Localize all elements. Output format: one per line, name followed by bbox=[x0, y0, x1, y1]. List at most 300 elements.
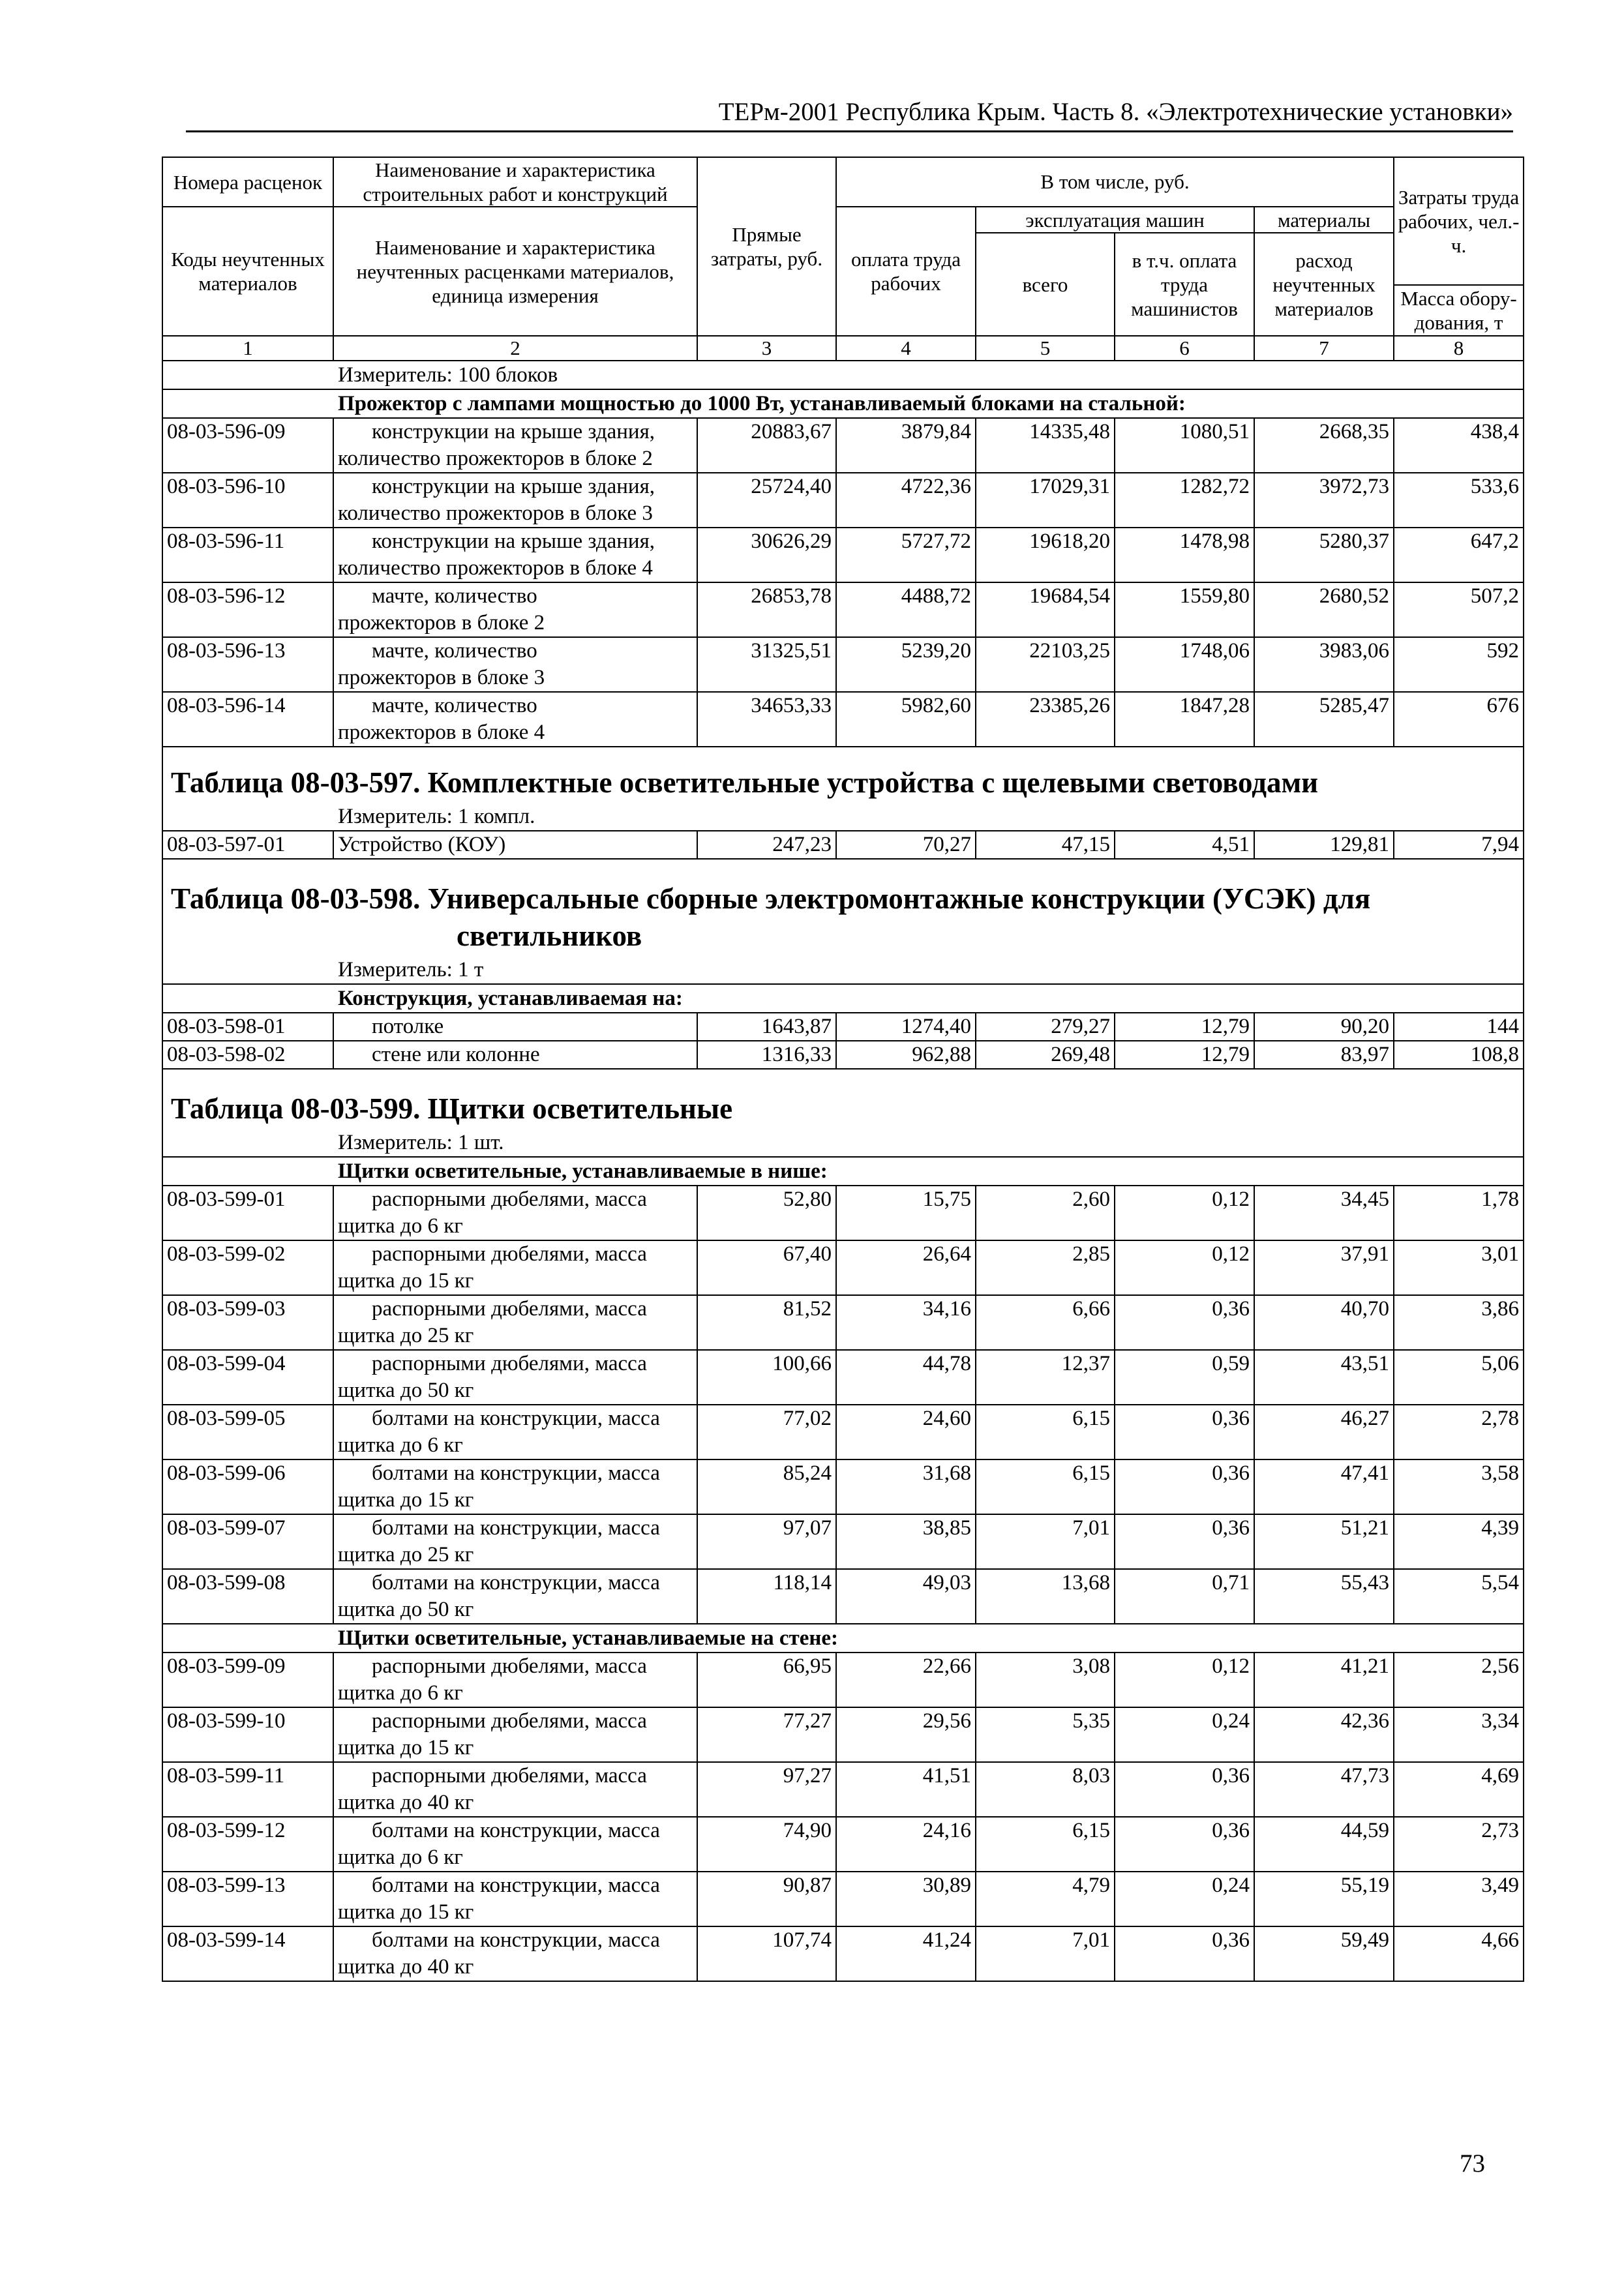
value-c7: 129,81 bbox=[1254, 831, 1394, 859]
rate-name-line2: щитка до 15 кг bbox=[338, 1488, 474, 1512]
value-c3: 81,52 bbox=[697, 1295, 836, 1350]
value-c6: 0,36 bbox=[1115, 1926, 1254, 1981]
group-row bbox=[162, 984, 1524, 1013]
value-c8: 507,2 bbox=[1394, 582, 1524, 637]
value-c4: 1274,40 bbox=[836, 1013, 976, 1041]
value-c3: 90,87 bbox=[697, 1872, 836, 1926]
rate-name bbox=[333, 418, 697, 473]
rate-code: 08-03-599-08 bbox=[162, 1569, 333, 1624]
value-c6: 4,51 bbox=[1115, 831, 1254, 859]
value-c6: 0,36 bbox=[1115, 1762, 1254, 1817]
value-c7: 43,51 bbox=[1254, 1350, 1394, 1405]
rate-name-line2: щитка до 15 кг bbox=[338, 1269, 474, 1293]
value-c6: 0,12 bbox=[1115, 1653, 1254, 1707]
value-c4: 24,16 bbox=[836, 1817, 976, 1872]
value-c5: 2,60 bbox=[976, 1186, 1115, 1240]
value-c3: 20883,67 bbox=[697, 418, 836, 473]
value-c3: 107,74 bbox=[697, 1926, 836, 1981]
value-c6: 0,36 bbox=[1115, 1514, 1254, 1569]
value-c3: 97,07 bbox=[697, 1514, 836, 1569]
rates-table bbox=[162, 157, 1524, 1982]
value-c4: 5982,60 bbox=[836, 692, 976, 747]
group-label: Щитки осветительные, устанавливаемые в нише: bbox=[162, 1157, 1524, 1186]
value-c3: 118,14 bbox=[697, 1569, 836, 1624]
rate-code: 08-03-599-09 bbox=[162, 1653, 333, 1707]
rate-code: 08-03-599-10 bbox=[162, 1707, 333, 1762]
value-c3: 1316,33 bbox=[697, 1041, 836, 1069]
value-c4: 44,78 bbox=[836, 1350, 976, 1405]
materials-header: материалы bbox=[1254, 207, 1394, 233]
table-row bbox=[162, 1817, 1524, 1872]
rate-name bbox=[333, 1926, 697, 1981]
rate-name bbox=[333, 1872, 697, 1926]
value-c5: 14335,48 bbox=[976, 418, 1115, 473]
rate-name-line2: количество прожекторов в блоке 3 bbox=[338, 501, 653, 525]
col-number: 7 bbox=[1254, 336, 1394, 361]
rate-code: 08-03-596-14 bbox=[162, 692, 333, 747]
value-c6: 1748,06 bbox=[1115, 637, 1254, 692]
running-header-title: ТЕРм-2001 Республика Крым. Часть 8. «Электротехнические установки» bbox=[718, 98, 1513, 126]
value-c8: 676 bbox=[1394, 692, 1524, 747]
rate-name bbox=[333, 1459, 697, 1514]
rate-name-line2: прожекторов в блоке 3 bbox=[338, 666, 545, 689]
measure-row bbox=[162, 956, 1524, 984]
value-c5: 47,15 bbox=[976, 831, 1115, 859]
table-heading bbox=[162, 747, 1524, 803]
running-header bbox=[186, 99, 1513, 132]
value-c6: 0,36 bbox=[1115, 1459, 1254, 1514]
rate-code: 08-03-596-11 bbox=[162, 528, 333, 582]
value-c3: 97,27 bbox=[697, 1762, 836, 1817]
value-c4: 4488,72 bbox=[836, 582, 976, 637]
col-number: 4 bbox=[836, 336, 976, 361]
spacer-row bbox=[162, 1069, 1524, 1073]
value-c6: 12,79 bbox=[1115, 1013, 1254, 1041]
value-c5: 7,01 bbox=[976, 1514, 1115, 1569]
value-c5: 7,01 bbox=[976, 1926, 1115, 1981]
value-c8: 108,8 bbox=[1394, 1041, 1524, 1069]
value-c4: 38,85 bbox=[836, 1514, 976, 1569]
col7-header: расход неучтенных материалов bbox=[1254, 233, 1394, 336]
value-c7: 44,59 bbox=[1254, 1817, 1394, 1872]
rate-name-line1: мачте, количество bbox=[372, 584, 537, 608]
table-row bbox=[162, 473, 1524, 528]
rate-code: 08-03-599-02 bbox=[162, 1240, 333, 1295]
value-c4: 962,88 bbox=[836, 1041, 976, 1069]
value-c7: 90,20 bbox=[1254, 1013, 1394, 1041]
col-number: 8 bbox=[1394, 336, 1524, 361]
rate-code: 08-03-598-02 bbox=[162, 1041, 333, 1069]
value-c5: 19618,20 bbox=[976, 528, 1115, 582]
table-row bbox=[162, 1926, 1524, 1981]
value-c4: 34,16 bbox=[836, 1295, 976, 1350]
table-row bbox=[162, 582, 1524, 637]
rate-name bbox=[333, 582, 697, 637]
value-c4: 31,68 bbox=[836, 1459, 976, 1514]
value-c3: 247,23 bbox=[697, 831, 836, 859]
rate-name bbox=[333, 1514, 697, 1569]
value-c7: 41,21 bbox=[1254, 1653, 1394, 1707]
table-row bbox=[162, 1186, 1524, 1240]
value-c5: 6,15 bbox=[976, 1459, 1115, 1514]
value-c4: 22,66 bbox=[836, 1653, 976, 1707]
value-c6: 1282,72 bbox=[1115, 473, 1254, 528]
value-c7: 37,91 bbox=[1254, 1240, 1394, 1295]
col8-top-header: Затраты труда рабочих, чел.-ч. bbox=[1394, 157, 1524, 285]
table-row bbox=[162, 1350, 1524, 1405]
value-c8: 3,86 bbox=[1394, 1295, 1524, 1350]
rate-code: 08-03-599-06 bbox=[162, 1459, 333, 1514]
value-c7: 3972,73 bbox=[1254, 473, 1394, 528]
value-c7: 5285,47 bbox=[1254, 692, 1394, 747]
value-c6: 1080,51 bbox=[1115, 418, 1254, 473]
rate-name-line1: болтами на конструкции, масса bbox=[372, 1461, 660, 1485]
rate-name bbox=[333, 473, 697, 528]
rate-name-line1: распорными дюбелями, масса bbox=[372, 1188, 647, 1211]
value-c8: 647,2 bbox=[1394, 528, 1524, 582]
rate-name bbox=[333, 831, 697, 859]
page-number: 73 bbox=[1460, 2149, 1485, 2177]
col-number: 1 bbox=[162, 336, 333, 361]
table-heading-row bbox=[162, 863, 1524, 956]
col2-bottom-header: Наименование и характеристика неучтенных расценками материалов, единица измерения bbox=[333, 207, 697, 336]
value-c3: 85,24 bbox=[697, 1459, 836, 1514]
rate-name-line2: щитка до 25 кг bbox=[338, 1324, 474, 1347]
value-c3: 77,27 bbox=[697, 1707, 836, 1762]
value-c5: 17029,31 bbox=[976, 473, 1115, 528]
table-heading-row bbox=[162, 1073, 1524, 1129]
value-c8: 533,6 bbox=[1394, 473, 1524, 528]
rate-name-line1: распорными дюбелями, масса bbox=[372, 1764, 647, 1788]
measure-label: Измеритель: 100 блоков bbox=[162, 361, 1524, 389]
value-c3: 25724,40 bbox=[697, 473, 836, 528]
col1-bottom-header: Коды неучтенных материалов bbox=[162, 207, 333, 336]
value-c5: 23385,26 bbox=[976, 692, 1115, 747]
value-c8: 592 bbox=[1394, 637, 1524, 692]
rate-code: 08-03-599-13 bbox=[162, 1872, 333, 1926]
rate-name-line2: щитка до 6 кг bbox=[338, 1846, 463, 1869]
col3-header: Прямые затраты, руб. bbox=[697, 157, 836, 336]
rate-name-line1: мачте, количество bbox=[372, 694, 537, 717]
value-c4: 5239,20 bbox=[836, 637, 976, 692]
value-c3: 34653,33 bbox=[697, 692, 836, 747]
rate-name-line1: конструкции на крыше здания, bbox=[372, 420, 655, 443]
value-c5: 13,68 bbox=[976, 1569, 1115, 1624]
value-c5: 2,85 bbox=[976, 1240, 1115, 1295]
value-c6: 12,79 bbox=[1115, 1041, 1254, 1069]
rate-code: 08-03-596-13 bbox=[162, 637, 333, 692]
rate-name-line1: распорными дюбелями, масса bbox=[372, 1709, 647, 1733]
rate-name-line2: щитка до 50 кг bbox=[338, 1598, 474, 1621]
rate-name bbox=[333, 1653, 697, 1707]
group-row bbox=[162, 389, 1524, 418]
value-c8: 3,49 bbox=[1394, 1872, 1524, 1926]
value-c4: 4722,36 bbox=[836, 473, 976, 528]
rate-name-line1: болтами на конструкции, масса bbox=[372, 1407, 660, 1430]
rate-name bbox=[333, 1569, 697, 1624]
group-label: Щитки осветительные, устанавливаемые на стене: bbox=[162, 1624, 1524, 1653]
rate-name bbox=[333, 692, 697, 747]
value-c7: 5280,37 bbox=[1254, 528, 1394, 582]
rate-name-line1: болтами на конструкции, масса bbox=[372, 1874, 660, 1897]
rate-code: 08-03-599-03 bbox=[162, 1295, 333, 1350]
rate-name-line2: количество прожекторов в блоке 4 bbox=[338, 556, 653, 580]
value-c5: 19684,54 bbox=[976, 582, 1115, 637]
incl-header: В том числе, руб. bbox=[836, 157, 1394, 207]
measure-row bbox=[162, 1129, 1524, 1157]
value-c4: 29,56 bbox=[836, 1707, 976, 1762]
rate-name bbox=[333, 1013, 697, 1041]
value-c5: 6,66 bbox=[976, 1295, 1115, 1350]
value-c6: 1559,80 bbox=[1115, 582, 1254, 637]
rate-name-line1: распорными дюбелями, масса bbox=[372, 1297, 647, 1321]
table-heading-text: светильников bbox=[457, 920, 642, 952]
value-c6: 0,71 bbox=[1115, 1569, 1254, 1624]
value-c6: 0,36 bbox=[1115, 1405, 1254, 1459]
value-c7: 34,45 bbox=[1254, 1186, 1394, 1240]
rate-name-line2: щитка до 6 кг bbox=[338, 1433, 463, 1457]
rate-code: 08-03-599-05 bbox=[162, 1405, 333, 1459]
value-c8: 7,94 bbox=[1394, 831, 1524, 859]
rate-code: 08-03-599-04 bbox=[162, 1350, 333, 1405]
rate-code: 08-03-597-01 bbox=[162, 831, 333, 859]
value-c7: 47,41 bbox=[1254, 1459, 1394, 1514]
value-c4: 15,75 bbox=[836, 1186, 976, 1240]
table-row bbox=[162, 1459, 1524, 1514]
spacer-row bbox=[162, 859, 1524, 863]
rate-name-line1: болтами на конструкции, масса bbox=[372, 1571, 660, 1594]
col2-top-header: Наименование и характеристика строительных работ и конструкций bbox=[333, 157, 697, 207]
rate-name-line2: количество прожекторов в блоке 2 bbox=[338, 447, 653, 470]
value-c7: 3983,06 bbox=[1254, 637, 1394, 692]
value-c8: 2,56 bbox=[1394, 1653, 1524, 1707]
value-c6: 0,36 bbox=[1115, 1817, 1254, 1872]
value-c5: 12,37 bbox=[976, 1350, 1115, 1405]
table-row bbox=[162, 1013, 1524, 1041]
group-label: Прожектор с лампами мощностью до 1000 Вт, устанавливаемый блоками на стальной: bbox=[162, 389, 1524, 418]
rate-name-line2: прожекторов в блоке 4 bbox=[338, 721, 545, 744]
table-row bbox=[162, 528, 1524, 582]
value-c8: 4,66 bbox=[1394, 1926, 1524, 1981]
rate-name-line2: прожекторов в блоке 2 bbox=[338, 611, 545, 635]
value-c8: 5,06 bbox=[1394, 1350, 1524, 1405]
value-c7: 40,70 bbox=[1254, 1295, 1394, 1350]
table-row bbox=[162, 418, 1524, 473]
value-c8: 5,54 bbox=[1394, 1569, 1524, 1624]
table-row bbox=[162, 1240, 1524, 1295]
spacer bbox=[162, 859, 1524, 863]
rate-name-line1: распорными дюбелями, масса bbox=[372, 1352, 647, 1375]
value-c7: 55,19 bbox=[1254, 1872, 1394, 1926]
col-number: 2 bbox=[333, 336, 697, 361]
rate-name-line1: стене или колонне bbox=[372, 1043, 540, 1066]
col5-header: всего bbox=[976, 233, 1115, 336]
value-c3: 26853,78 bbox=[697, 582, 836, 637]
value-c5: 6,15 bbox=[976, 1817, 1115, 1872]
value-c6: 1478,98 bbox=[1115, 528, 1254, 582]
value-c7: 42,36 bbox=[1254, 1707, 1394, 1762]
rate-name-line1: Устройство (КОУ) bbox=[338, 833, 506, 856]
value-c4: 41,51 bbox=[836, 1762, 976, 1817]
value-c5: 3,08 bbox=[976, 1653, 1115, 1707]
value-c8: 144 bbox=[1394, 1013, 1524, 1041]
table-row bbox=[162, 831, 1524, 859]
rate-code: 08-03-596-09 bbox=[162, 418, 333, 473]
rate-name-line2: щитка до 50 кг bbox=[338, 1379, 474, 1402]
table-row bbox=[162, 1405, 1524, 1459]
value-c6: 0,36 bbox=[1115, 1295, 1254, 1350]
rate-name-line2: щитка до 15 кг bbox=[338, 1736, 474, 1759]
value-c4: 3879,84 bbox=[836, 418, 976, 473]
rate-name-line1: болтами на конструкции, масса bbox=[372, 1516, 660, 1540]
value-c5: 5,35 bbox=[976, 1707, 1115, 1762]
value-c5: 269,48 bbox=[976, 1041, 1115, 1069]
value-c4: 70,27 bbox=[836, 831, 976, 859]
value-c8: 3,01 bbox=[1394, 1240, 1524, 1295]
rate-name bbox=[333, 1240, 697, 1295]
rate-name bbox=[333, 1762, 697, 1817]
rate-name-line1: потолке bbox=[372, 1015, 444, 1038]
rate-code: 08-03-598-01 bbox=[162, 1013, 333, 1041]
rate-name-line2: щитка до 15 кг bbox=[338, 1900, 474, 1924]
col4-header: оплата труда рабочих bbox=[836, 207, 976, 336]
value-c3: 74,90 bbox=[697, 1817, 836, 1872]
measure-row bbox=[162, 803, 1524, 831]
rate-name-line1: распорными дюбелями, масса bbox=[372, 1242, 647, 1266]
value-c7: 55,43 bbox=[1254, 1569, 1394, 1624]
value-c6: 0,12 bbox=[1115, 1240, 1254, 1295]
value-c3: 30626,29 bbox=[697, 528, 836, 582]
value-c3: 66,95 bbox=[697, 1653, 836, 1707]
value-c7: 51,21 bbox=[1254, 1514, 1394, 1569]
rate-name bbox=[333, 1817, 697, 1872]
value-c8: 3,34 bbox=[1394, 1707, 1524, 1762]
value-c4: 24,60 bbox=[836, 1405, 976, 1459]
value-c3: 67,40 bbox=[697, 1240, 836, 1295]
rate-name-line1: конструкции на крыше здания, bbox=[372, 530, 655, 553]
col-number: 6 bbox=[1115, 336, 1254, 361]
value-c3: 100,66 bbox=[697, 1350, 836, 1405]
col6-header: в т.ч. оплата труда машинистов bbox=[1115, 233, 1254, 336]
table-row bbox=[162, 1041, 1524, 1069]
table-heading bbox=[162, 1073, 1524, 1129]
value-c4: 26,64 bbox=[836, 1240, 976, 1295]
measure-label: Измеритель: 1 т bbox=[162, 956, 1524, 984]
table-row bbox=[162, 692, 1524, 747]
table-row bbox=[162, 1762, 1524, 1817]
value-c3: 31325,51 bbox=[697, 637, 836, 692]
value-c6: 0,12 bbox=[1115, 1186, 1254, 1240]
value-c5: 4,79 bbox=[976, 1872, 1115, 1926]
spacer bbox=[162, 1069, 1524, 1073]
col1-top-header: Номера расценок bbox=[162, 157, 333, 207]
value-c6: 0,24 bbox=[1115, 1707, 1254, 1762]
rate-code: 08-03-596-10 bbox=[162, 473, 333, 528]
rate-name bbox=[333, 637, 697, 692]
value-c5: 6,15 bbox=[976, 1405, 1115, 1459]
rate-code: 08-03-596-12 bbox=[162, 582, 333, 637]
table-heading-text: Таблица 08-03-598. Универсальные сборные электромонтажные конструкции (УСЭК) для bbox=[171, 882, 1371, 915]
table-row bbox=[162, 637, 1524, 692]
rate-name bbox=[333, 1186, 697, 1240]
rate-name-line2: щитка до 6 кг bbox=[338, 1681, 463, 1705]
value-c7: 83,97 bbox=[1254, 1041, 1394, 1069]
rate-name bbox=[333, 528, 697, 582]
value-c8: 1,78 bbox=[1394, 1186, 1524, 1240]
rate-name-line1: болтами на конструкции, масса bbox=[372, 1819, 660, 1842]
rate-name-line2: щитка до 40 кг bbox=[338, 1955, 474, 1979]
value-c4: 49,03 bbox=[836, 1569, 976, 1624]
group-label: Конструкция, устанавливаемая на: bbox=[162, 984, 1524, 1013]
rate-code: 08-03-599-12 bbox=[162, 1817, 333, 1872]
value-c4: 5727,72 bbox=[836, 528, 976, 582]
measure-label: Измеритель: 1 компл. bbox=[162, 803, 1524, 831]
rate-code: 08-03-599-14 bbox=[162, 1926, 333, 1981]
table-row bbox=[162, 1569, 1524, 1624]
value-c3: 77,02 bbox=[697, 1405, 836, 1459]
table-row bbox=[162, 1295, 1524, 1350]
rate-name-line2: щитка до 6 кг bbox=[338, 1214, 463, 1238]
table-heading-text: Таблица 08-03-597. Комплектные осветительные устройства с щелевыми световодами bbox=[171, 766, 1319, 799]
rate-code: 08-03-599-01 bbox=[162, 1186, 333, 1240]
rate-name-line1: распорными дюбелями, масса bbox=[372, 1654, 647, 1678]
value-c3: 52,80 bbox=[697, 1186, 836, 1240]
value-c4: 30,89 bbox=[836, 1872, 976, 1926]
table-heading bbox=[162, 863, 1524, 956]
rate-name bbox=[333, 1041, 697, 1069]
col-number: 5 bbox=[976, 336, 1115, 361]
rate-name-line1: мачте, количество bbox=[372, 639, 537, 663]
value-c5: 8,03 bbox=[976, 1762, 1115, 1817]
rate-name bbox=[333, 1405, 697, 1459]
value-c8: 3,58 bbox=[1394, 1459, 1524, 1514]
value-c7: 2680,52 bbox=[1254, 582, 1394, 637]
value-c4: 41,24 bbox=[836, 1926, 976, 1981]
group-row bbox=[162, 1624, 1524, 1653]
table-heading-row bbox=[162, 747, 1524, 803]
value-c8: 2,73 bbox=[1394, 1817, 1524, 1872]
value-c7: 59,49 bbox=[1254, 1926, 1394, 1981]
value-c8: 2,78 bbox=[1394, 1405, 1524, 1459]
value-c5: 279,27 bbox=[976, 1013, 1115, 1041]
value-c8: 4,39 bbox=[1394, 1514, 1524, 1569]
rate-code: 08-03-599-07 bbox=[162, 1514, 333, 1569]
table-row bbox=[162, 1653, 1524, 1707]
value-c8: 438,4 bbox=[1394, 418, 1524, 473]
table-row bbox=[162, 1514, 1524, 1569]
value-c7: 46,27 bbox=[1254, 1405, 1394, 1459]
value-c3: 1643,87 bbox=[697, 1013, 836, 1041]
measure-label: Измеритель: 1 шт. bbox=[162, 1129, 1524, 1157]
rate-name-line1: болтами на конструкции, масса bbox=[372, 1928, 660, 1952]
rate-name-line2: щитка до 25 кг bbox=[338, 1543, 474, 1566]
value-c6: 0,24 bbox=[1115, 1872, 1254, 1926]
table-row bbox=[162, 1707, 1524, 1762]
col8-bottom-header: Масса обору-дования, т bbox=[1394, 285, 1524, 336]
value-c7: 47,73 bbox=[1254, 1762, 1394, 1817]
value-c6: 1847,28 bbox=[1115, 692, 1254, 747]
value-c8: 4,69 bbox=[1394, 1762, 1524, 1817]
table-row bbox=[162, 1872, 1524, 1926]
value-c7: 2668,35 bbox=[1254, 418, 1394, 473]
group-row bbox=[162, 1157, 1524, 1186]
measure-row bbox=[162, 361, 1524, 389]
rate-code: 08-03-599-11 bbox=[162, 1762, 333, 1817]
value-c6: 0,59 bbox=[1115, 1350, 1254, 1405]
rate-name bbox=[333, 1707, 697, 1762]
value-c5: 22103,25 bbox=[976, 637, 1115, 692]
rate-name bbox=[333, 1295, 697, 1350]
